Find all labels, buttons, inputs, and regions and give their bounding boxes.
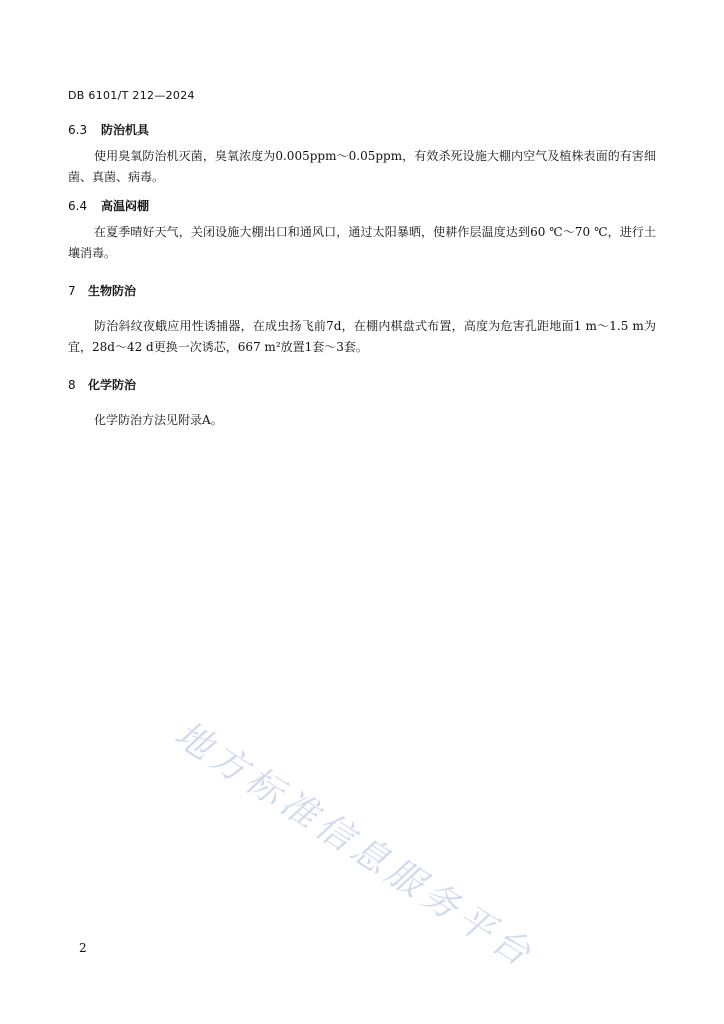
section-number: 6.4 [68, 199, 88, 213]
section-8-heading [68, 376, 136, 393]
section-6-4-heading [68, 197, 149, 214]
section-7-paragraph: 防治斜纹夜蛾应用性诱捕器，在成虫扬飞前7d，在棚内棋盘式布置，高度为危害孔距地面1 m～1.5 m为宜，28d～42 d更换一次诱芯，667 m²放置1套～3套。 [68, 319, 656, 354]
section-8-paragraph: 化学防治方法见附录A。 [94, 413, 223, 427]
section-6-3-heading [68, 121, 149, 138]
section-7-heading [68, 282, 136, 299]
section-6-4-paragraph: 在夏季晴好天气，关闭设施大棚出口和通风口，通过太阳暴晒，使耕作层温度达到60 ℃～70 ℃，进行土壤消毒。 [68, 225, 656, 260]
page-number: 2 [79, 941, 87, 955]
section-title: 高温闷棚 [101, 199, 150, 213]
section-number: 6.3 [68, 123, 88, 137]
standard-number: DB 6101/T 212—2024 [68, 89, 195, 102]
section-title: 化学防治 [88, 378, 137, 392]
section-title: 防治机具 [101, 123, 150, 137]
section-title: 生物防治 [88, 284, 137, 298]
watermark: 地方标准信息服务平台 [167, 713, 542, 977]
section-number: 8 [68, 378, 76, 392]
section-number: 7 [68, 284, 76, 298]
section-6-3-paragraph: 使用臭氧防治机灭菌，臭氧浓度为0.005ppm～0.05ppm，有效杀死设施大棚内空气及植株表面的有害细菌、真菌、病毒。 [68, 149, 656, 184]
